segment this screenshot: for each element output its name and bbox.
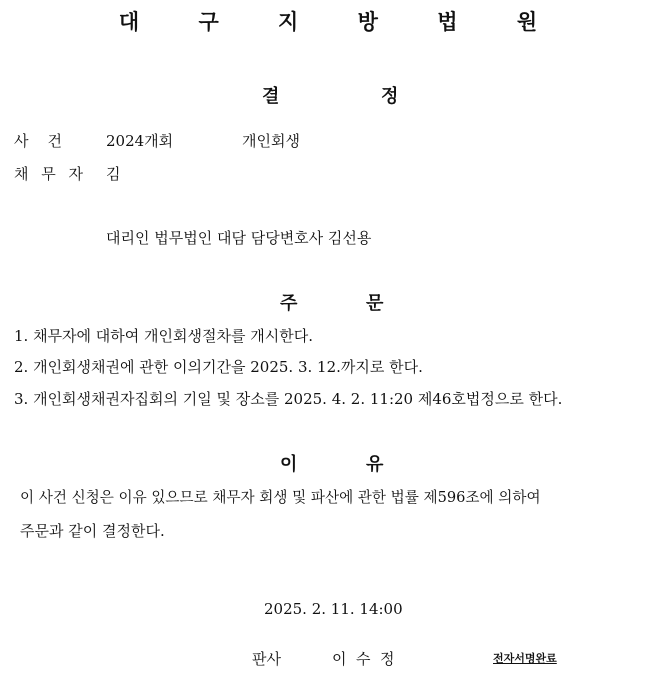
order-item-2: 2. 개인회생채권에 관한 이의기간을 2025. 3. 12.까지로 한다. [14,358,423,376]
debtor-name: 김 [106,165,121,183]
agent-line: 대리인 법무법인 대담 담당변호사 김선용 [106,229,372,247]
reason-line-2: 주문과 같이 결정한다. [20,522,165,540]
e-signature-stamp: 전자서명완료 [493,652,557,665]
case-label: 사 건 [14,132,63,150]
order-heading-right: 문 [366,293,384,314]
order-item-3: 3. 개인회생채권자집회의 기일 및 장소를 2025. 4. 2. 11:20 제46호법정으로 한다. [14,390,563,408]
reason-heading-left: 이 [280,454,298,475]
judge-title: 판사 [252,650,281,668]
reason-line-1: 이 사건 신청은 이유 있으므로 채무자 회생 및 파산에 관한 법률 제596조에 의하여 [20,489,541,506]
case-number: 2024개회 [106,132,174,150]
order-item-1: 1. 채무자에 대하여 개인회생절차를 개시한다. [14,327,313,345]
title-left: 결 [262,86,280,107]
title-right: 정 [381,86,399,107]
judge-name: 이 수 정 [332,650,395,668]
order-heading-left: 주 [280,293,298,314]
case-type: 개인회생 [242,132,300,150]
decision-date: 2025. 2. 11. 14:00 [264,600,403,618]
court-name: 대 구 지 방 법 원 [118,9,564,34]
debtor-label: 채 무 자 [14,165,88,183]
reason-heading-right: 유 [366,454,384,475]
